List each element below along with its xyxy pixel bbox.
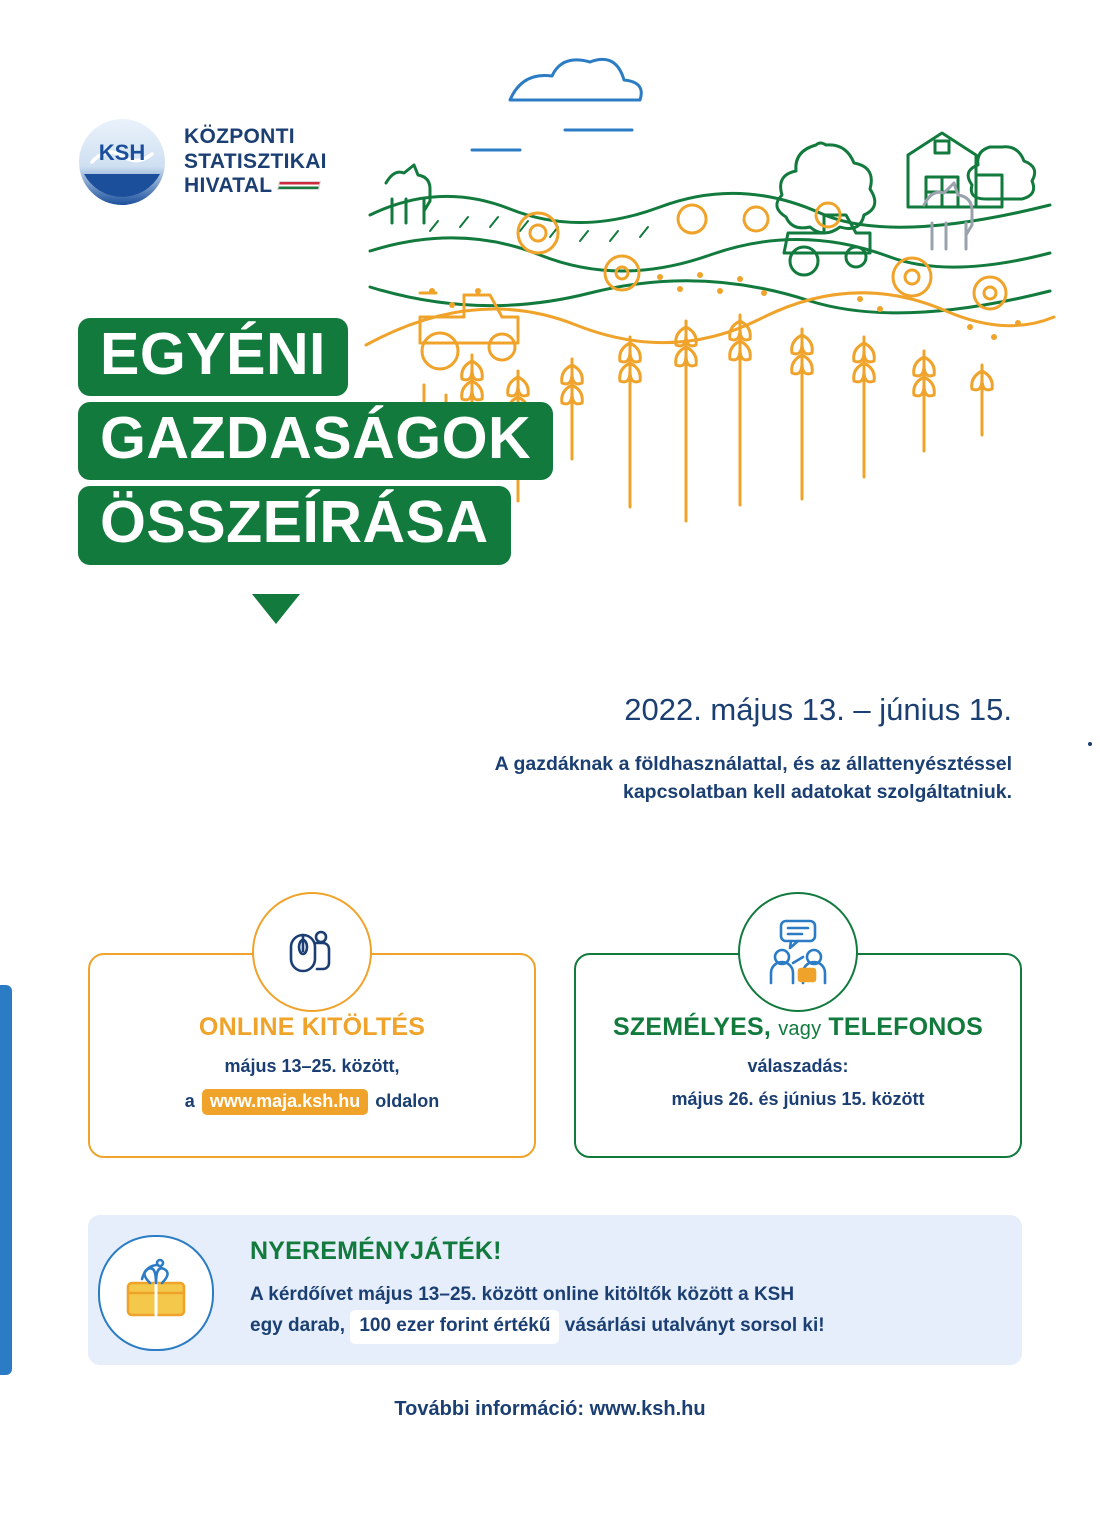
title-line-2: GAZDASÁGOK (78, 402, 553, 480)
card-online-url-prefix: a (184, 1091, 195, 1111)
campaign-date-range: 2022. május 13. – június 15. (624, 692, 1012, 727)
card-personal-title-strong2: TELEFONOS (828, 1013, 984, 1041)
svg-text:KSH: KSH (98, 140, 146, 165)
card-personal-title-strong1: SZEMÉLYES, (612, 1013, 772, 1041)
logo-line-2: STATISZTIKAI (184, 149, 327, 173)
footer-more-info[interactable]: További információ: www.ksh.hu (394, 1398, 706, 1420)
logo-line-3: HIVATAL (184, 174, 273, 198)
card-online-subtitle: május 13–25. között, (224, 1056, 400, 1076)
title-speech-tail (252, 594, 300, 624)
title-line-3: ÖSSZEÍRÁSA (78, 486, 511, 564)
campaign-lead-text: A gazdáknak a földhasználattal, és az állattenyésztéssel kapcsolatban kell adatokat szolgáltatniuk. (494, 753, 1012, 804)
card-online-submission (88, 953, 536, 1158)
online-survey-url-link[interactable]: www.maja.ksh.hu (202, 1089, 368, 1115)
card-personal-subtitle: válaszadás: (747, 1056, 849, 1076)
title-line-1: EGYÉNI (78, 318, 348, 396)
card-online-url-suffix: oldalon (375, 1091, 440, 1111)
hungary-flag-icon (277, 181, 321, 190)
card-personal-date-line: május 26. és június 15. között (671, 1089, 925, 1109)
gift-voucher-icon (98, 1235, 214, 1351)
prize-line-2 (250, 1310, 1002, 1343)
card-personal-phone-response (574, 953, 1022, 1158)
card-online-url-line (90, 1089, 534, 1115)
computer-mouse-icon (252, 892, 372, 1012)
card-personal-title-thin: vagy (778, 1018, 822, 1040)
page-edge-dot (1088, 742, 1092, 746)
poster-title (78, 318, 553, 571)
ksh-logo (78, 118, 327, 206)
prize-title: NYEREMÉNYJÁTÉK! (250, 1237, 502, 1265)
left-edge-accent-bar (0, 985, 12, 1375)
card-personal-title (576, 1013, 1020, 1042)
card-online-title: ONLINE KITÖLTÉS (198, 1013, 426, 1041)
prize-line-1: A kérdőívet május 13–25. között online kitöltők között a KSH (250, 1284, 795, 1305)
prize-line-2-prefix: egy darab, (250, 1315, 346, 1337)
ksh-logo-mark-icon (78, 118, 166, 206)
prize-line-2-suffix: vásárlási utalványt sorsol ki! (564, 1315, 825, 1337)
prize-amount-highlight: 100 ezer forint értékű (350, 1310, 559, 1343)
interview-people-icon (738, 892, 858, 1012)
prize-draw-banner (88, 1215, 1022, 1365)
logo-line-1: KÖZPONTI (184, 124, 295, 148)
ksh-logo-wordmark (184, 125, 327, 199)
